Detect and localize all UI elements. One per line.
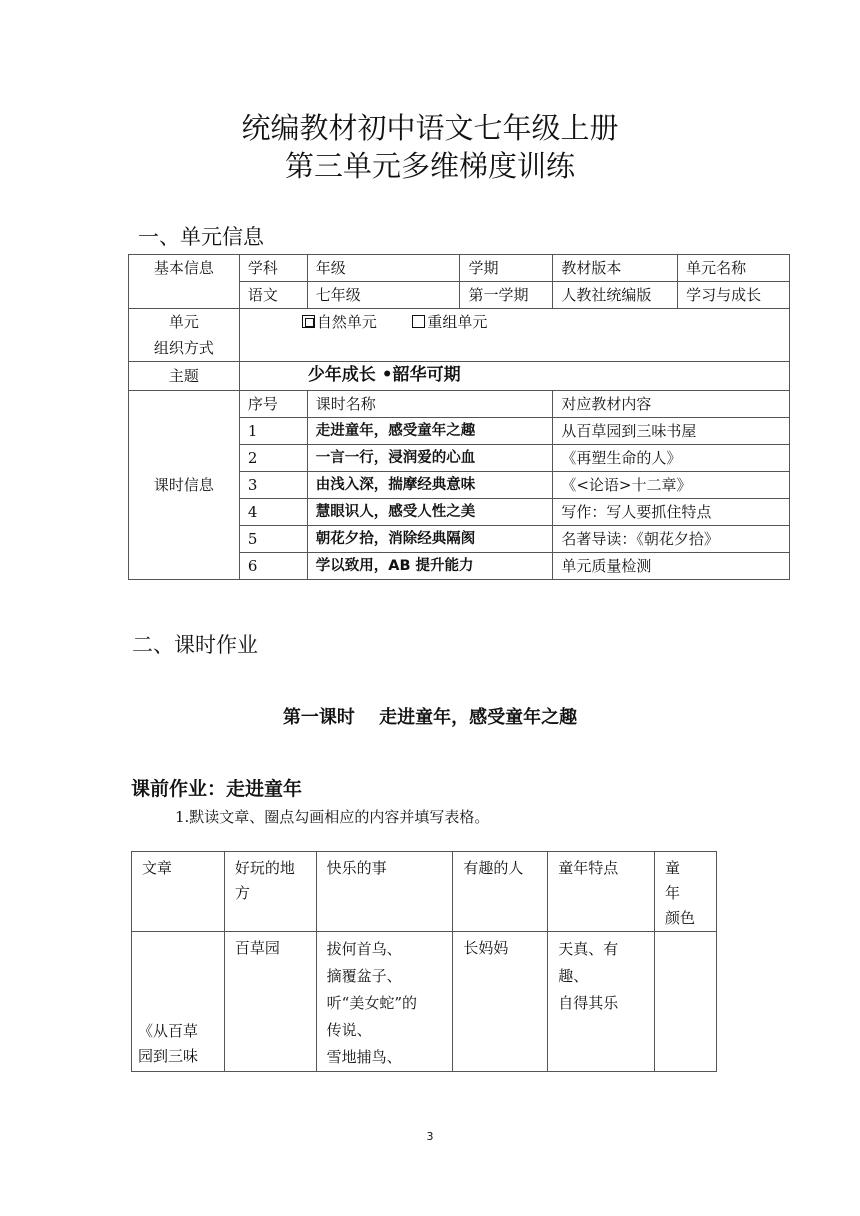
unit-info-table	[128, 254, 790, 580]
checkbox-regroup-unit[interactable]	[412, 313, 487, 331]
lesson-no: 4	[239, 499, 307, 526]
lesson-name: 慧眼识人，感受人性之美	[307, 499, 553, 526]
th-color: 童 年 颜色	[655, 852, 717, 932]
lesson-no: 5	[239, 526, 307, 553]
regroup-unit-label: 重组单元	[427, 313, 488, 331]
cell-article: 《从百草 园到三味	[132, 932, 225, 1072]
value-grade: 七年级	[307, 282, 460, 309]
lesson-name: 学以致用，AB 提升能力	[307, 553, 553, 580]
lesson-title: 第一课时 走进童年，感受童年之趣	[282, 707, 578, 728]
cell-happy: 拔何首乌、 摘覆盆子、 听“美女蛇”的 传说、 雪地捕鸟、	[316, 932, 453, 1072]
pre-class-heading: 课前作业：走进童年	[131, 778, 303, 800]
th-article: 文章	[132, 852, 225, 932]
lesson-no: 1	[239, 418, 307, 445]
doc-title-line1: 统编教材初中语文七年级上册	[241, 111, 619, 145]
header-edition: 教材版本	[553, 255, 678, 282]
basic-info-label: 基本信息	[129, 255, 240, 309]
checkbox-natural-unit[interactable]	[302, 313, 377, 331]
reading-table	[131, 851, 717, 1072]
theme-label: 主题	[129, 362, 240, 391]
value-subject: 语文	[239, 282, 307, 309]
lesson-name: 一言一行，浸润爱的心血	[307, 445, 553, 472]
doc-title-line2: 第三单元多维梯度训练	[284, 149, 575, 183]
org-label	[129, 309, 240, 362]
lesson-no: 3	[239, 472, 307, 499]
th-place: 好玩的地方	[224, 852, 316, 932]
theme-value: 少年成长 •韶华可期	[239, 362, 789, 391]
header-grade: 年级	[307, 255, 460, 282]
natural-unit-label: 自然单元	[316, 313, 377, 331]
lesson-content: 写作：写人要抓住特点	[553, 499, 790, 526]
lesson-name: 走进童年，感受童年之趣	[307, 418, 553, 445]
lesson-name: 朝花夕拾，消除经典隔阂	[307, 526, 553, 553]
cell-color	[655, 932, 717, 1072]
th-happy: 快乐的事	[316, 852, 453, 932]
lesson-header-name: 课时名称	[307, 391, 553, 418]
empty-box-icon	[412, 315, 425, 328]
lesson-header-no: 序号	[239, 391, 307, 418]
th-trait: 童年特点	[548, 852, 655, 932]
lesson-info-label: 课时信息	[129, 391, 240, 580]
section2-heading: 二、课时作业	[132, 633, 258, 657]
header-subject: 学科	[239, 255, 307, 282]
value-edition: 人教社统编版	[553, 282, 678, 309]
header-term: 学期	[460, 255, 553, 282]
value-term: 第一学期	[460, 282, 553, 309]
lesson-no: 2	[239, 445, 307, 472]
org-label-line2: 组织方式	[153, 339, 214, 357]
lesson-header-content: 对应教材内容	[553, 391, 790, 418]
lesson-name: 由浅入深，揣摩经典意味	[307, 472, 553, 499]
lesson-content: 从百草园到三味书屋	[553, 418, 790, 445]
checked-box-icon	[302, 315, 315, 328]
lesson-content: 名著导读：《朝花夕拾》	[553, 526, 790, 553]
lesson-no: 6	[239, 553, 307, 580]
lesson-content: 单元质量检测	[553, 553, 790, 580]
instruction-text: 1.默读文章、圈点勾画相应的内容并填写表格。	[175, 808, 490, 826]
section1-heading: 一、单元信息	[138, 225, 264, 249]
lesson-content: 《<论语>十二章》	[553, 472, 790, 499]
value-unit-name: 学习与成长	[678, 282, 790, 309]
th-person: 有趣的人	[453, 852, 548, 932]
page-number: 3	[426, 1130, 434, 1143]
cell-trait: 天真、有趣、 自得其乐	[548, 932, 655, 1072]
lesson-content: 《再塑生命的人》	[553, 445, 790, 472]
cell-person: 长妈妈	[453, 932, 548, 1072]
header-unit-name: 单元名称	[678, 255, 790, 282]
org-options	[239, 309, 789, 362]
cell-place: 百草园	[224, 932, 316, 1072]
org-label-line1: 单元	[168, 313, 199, 331]
